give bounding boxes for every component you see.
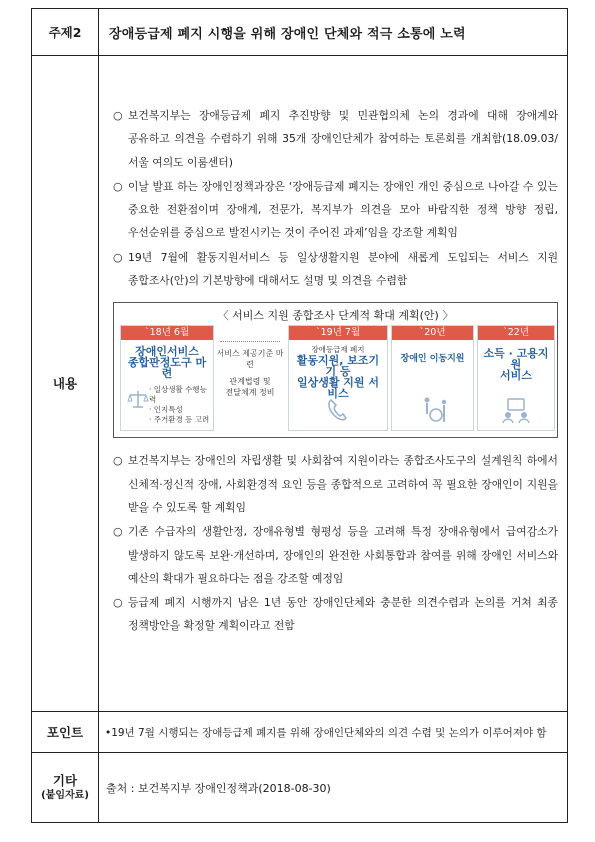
title-text: 장애등급제 폐지 시행을 위해 장애인 단체와 적극 소통에 노력 [109, 26, 466, 42]
bullet-text: 등급제 폐지 시행까지 남은 1년 동안 장애인단체와 충분한 의견수렴과 논의를 거쳐 최종 정책방안을 확정할 계획이라고 전함 [128, 596, 558, 633]
bullet-circle-icon: ○ [113, 454, 123, 468]
point-row [32, 712, 567, 753]
bullet-item [113, 246, 558, 293]
point-label: 포인트 [32, 712, 99, 752]
bullet-text: 보건복지부는 장애인의 자립생활 및 사회참여 지원이라는 종합조사도구의 설계원칙 하에서 신체적·정신적 장애, 사회환경적 요인 등을 종합적으로 고려하여 꼭 필요한 장애인이 지원을 받을 수 있도록 할 계획임 [128, 454, 558, 514]
stage-period: `20년 [392, 326, 473, 340]
point-text: •19년 7월 시행되는 장애등급제 폐지를 위해 장애인단체와의 의견 수렴 및 논의가 이루어져야 함 [105, 726, 547, 739]
bullet-circle-icon: ○ [113, 525, 123, 539]
bullet-circle-icon: ○ [113, 596, 123, 610]
title-label: 주제2 [32, 9, 99, 55]
stage-transition: 서비스 제공기준 마련 관계법령 및 전달체계 정비 [214, 325, 286, 429]
stage-2022 [477, 325, 555, 431]
etc-row [32, 753, 567, 822]
wheelchair-icon [418, 396, 448, 424]
meeting-icon [501, 396, 531, 424]
bullet-circle-icon: ○ [113, 179, 123, 193]
content-label: 내용 [32, 56, 99, 711]
title-row [32, 9, 567, 56]
phone-icon [323, 396, 353, 424]
content-row [32, 56, 567, 712]
bullet-item [113, 104, 558, 174]
bullet-item [113, 591, 558, 638]
stage-name: 소득 · 고용지원 서비스 [483, 347, 549, 383]
stage-period: `18년 6월 [121, 326, 213, 340]
bullet-circle-icon: ○ [113, 109, 123, 122]
bullet-text: 19년 7월에 활동지원서비스 등 일상생활지원 분야에 새롭게 도입되는 서비스 지원 종합조사(안)의 기본방향에 대해서도 설명 및 의견을 수렴함 [128, 250, 558, 288]
stage-2020 [391, 325, 474, 431]
bullet-circle-icon: ○ [113, 250, 123, 264]
content-body [99, 56, 567, 711]
stage-period: `19년 7월 [289, 326, 387, 340]
stage-details: · 일상생활 수행능력 · 인지특성 · 주거환경 등 고려 [149, 385, 210, 425]
stage-name: 장애등급제 폐지 활동지원, 보조기기 등 일상생활 지원 서비스 [296, 345, 380, 401]
scale-icon [127, 388, 149, 410]
stage-name: 장애인서비스 종합판정도구 마련 [127, 345, 207, 381]
stage-name: 장애인 이동지원 [400, 354, 465, 365]
etc-label: 기타 (붙임자료) [32, 753, 99, 822]
bullet-item [113, 175, 558, 245]
figure-title: 〈 서비스 지원 종합조사 단계적 확대 계획(안) 〉 [217, 309, 454, 323]
expansion-plan-figure [113, 302, 558, 438]
stage-2019 [288, 325, 388, 431]
bullet-item [113, 449, 558, 519]
dotted-connector [220, 341, 280, 342]
stage-period: `22년 [478, 326, 554, 340]
source-text: 출처 : 보건복지부 장애인정책과(2018-08-30) [106, 781, 331, 795]
stage-2018 [120, 325, 214, 431]
bullet-item [113, 520, 558, 590]
bullet-text: 보건복지부는 장애등급제 폐지 추진방향 및 민관협의체 논의 경과에 대해 장애계와 공유하고 의견을 수렴하기 위해 35개 장애인단체가 참여하는 토론회를 개최함(18.09.03/서울 여의도 이룸센터) [128, 109, 558, 169]
report-table [31, 8, 568, 823]
bullet-text: 기존 수급자의 생활안정, 장애유형별 형평성 등을 고려해 특정 장애유형에서 급여감소가 발생하지 않도록 보완·개선하며, 장애인의 완전한 사회통합과 참여를 위해 장애인 서비스와 예산의 확대가 필요하다는 점을 강조할 예정임 [128, 525, 558, 585]
bullet-text: 이날 발표 하는 장애인정책과장은 ‘장애등급제 폐지는 장애인 개인 중심으로 나아갈 수 있는 중요한 전환점이며 장애계, 전문가, 복지부가 의견을 모아 바람직한 정책 방향 정립, 우선순위를 중심으로 발전시키는 것이 주어진 과제’임을 강조할 계획임 [128, 179, 558, 240]
